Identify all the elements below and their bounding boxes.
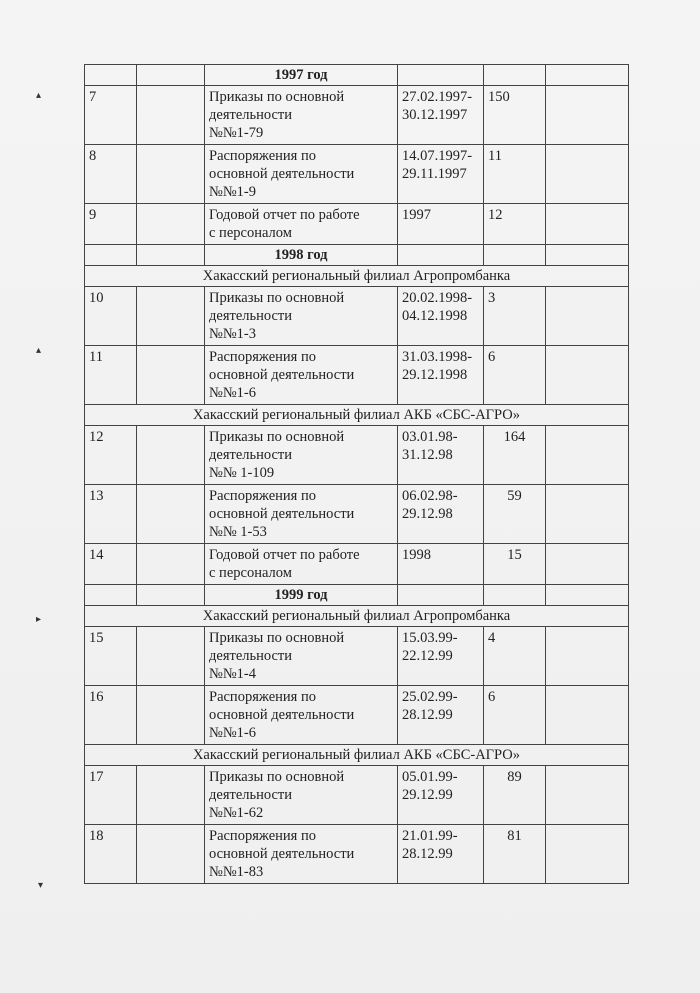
row-number: 7 — [85, 86, 137, 145]
date-range: 1998 — [398, 544, 484, 585]
year-header-row — [85, 65, 629, 86]
archive-register-table — [84, 64, 629, 884]
year-header-row — [85, 245, 629, 266]
row-number: 15 — [85, 627, 137, 686]
sheet-count: 89 — [484, 766, 546, 825]
document-title: Годовой отчет по работе с персоналом — [205, 544, 398, 585]
sheet-count: 3 — [484, 287, 546, 346]
document-title: Приказы по основной деятельности №№1-4 — [205, 627, 398, 686]
organization-name: Хакасский региональный филиал Агропромбанка — [85, 606, 629, 627]
organization-name: Хакасский региональный филиал АКБ «СБС-АГРО» — [85, 745, 629, 766]
document-title: Приказы по основной деятельности №№1-3 — [205, 287, 398, 346]
organization-row — [85, 405, 629, 426]
sheet-count: 6 — [484, 346, 546, 405]
organization-row — [85, 745, 629, 766]
date-range: 21.01.99- 28.12.99 — [398, 825, 484, 884]
date-range: 06.02.98- 29.12.98 — [398, 485, 484, 544]
date-range: 15.03.99- 22.12.99 — [398, 627, 484, 686]
row-number: 13 — [85, 485, 137, 544]
date-range: 25.02.99- 28.12.99 — [398, 686, 484, 745]
sheet-count: 6 — [484, 686, 546, 745]
year-header-row — [85, 585, 629, 606]
row-number: 8 — [85, 145, 137, 204]
document-title: Распоряжения по основной деятельности №№1-83 — [205, 825, 398, 884]
table-row — [85, 426, 629, 485]
margin-mark: ▾ — [38, 880, 44, 891]
year-label: 1997 год — [205, 65, 398, 86]
table-row — [85, 86, 629, 145]
sheet-count: 150 — [484, 86, 546, 145]
organization-row — [85, 606, 629, 627]
year-label: 1999 год — [205, 585, 398, 606]
margin-mark: ▴ — [36, 90, 42, 101]
document-title: Приказы по основной деятельности №№ 1-109 — [205, 426, 398, 485]
row-number: 11 — [85, 346, 137, 405]
document-title: Распоряжения по основной деятельности №№ 1-53 — [205, 485, 398, 544]
date-range: 14.07.1997- 29.11.1997 — [398, 145, 484, 204]
date-range: 1997 — [398, 204, 484, 245]
sheet-count: 59 — [484, 485, 546, 544]
row-number: 16 — [85, 686, 137, 745]
margin-mark: ▸ — [36, 614, 42, 625]
organization-name: Хакасский региональный филиал Агропромбанка — [85, 266, 629, 287]
date-range: 27.02.1997- 30.12.1997 — [398, 86, 484, 145]
sheet-count: 81 — [484, 825, 546, 884]
document-title: Приказы по основной деятельности №№1-62 — [205, 766, 398, 825]
sheet-count: 164 — [484, 426, 546, 485]
date-range: 20.02.1998- 04.12.1998 — [398, 287, 484, 346]
margin-mark: ▴ — [36, 345, 42, 356]
table-row — [85, 346, 629, 405]
document-title: Приказы по основной деятельности №№1-79 — [205, 86, 398, 145]
organization-name: Хакасский региональный филиал АКБ «СБС-АГРО» — [85, 405, 629, 426]
document-title: Распоряжения по основной деятельности №№1-9 — [205, 145, 398, 204]
date-range: 03.01.98- 31.12.98 — [398, 426, 484, 485]
date-range: 31.03.1998- 29.12.1998 — [398, 346, 484, 405]
table-row — [85, 287, 629, 346]
table-row — [85, 204, 629, 245]
table-row — [85, 485, 629, 544]
row-number: 17 — [85, 766, 137, 825]
row-number: 12 — [85, 426, 137, 485]
row-number: 14 — [85, 544, 137, 585]
table-row — [85, 544, 629, 585]
document-title: Распоряжения по основной деятельности №№1-6 — [205, 346, 398, 405]
organization-row — [85, 266, 629, 287]
table-row — [85, 686, 629, 745]
row-number: 18 — [85, 825, 137, 884]
year-label: 1998 год — [205, 245, 398, 266]
sheet-count: 11 — [484, 145, 546, 204]
table-row — [85, 766, 629, 825]
date-range: 05.01.99- 29.12.99 — [398, 766, 484, 825]
sheet-count: 15 — [484, 544, 546, 585]
document-title: Годовой отчет по работе с персоналом — [205, 204, 398, 245]
table-row — [85, 145, 629, 204]
table-row — [85, 627, 629, 686]
row-number: 10 — [85, 287, 137, 346]
sheet-count: 12 — [484, 204, 546, 245]
sheet-count: 4 — [484, 627, 546, 686]
row-number: 9 — [85, 204, 137, 245]
table-row — [85, 825, 629, 884]
document-title: Распоряжения по основной деятельности №№1-6 — [205, 686, 398, 745]
